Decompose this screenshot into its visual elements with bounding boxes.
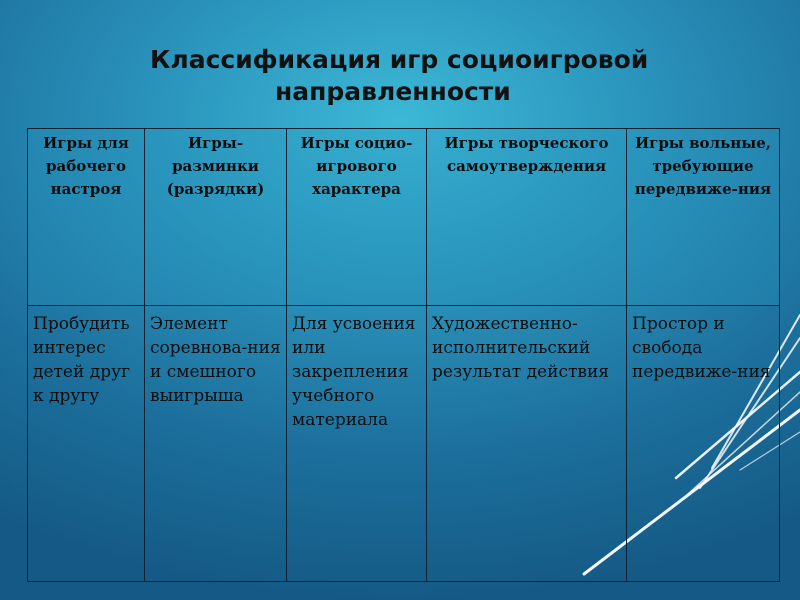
header-cell-socio-game: Игры социо-игрового характера [287, 129, 427, 306]
cell-work-mood: Пробудить интерес детей друг к другу [28, 306, 145, 582]
cell-free-movement: Простор и свобода передвиже-ния [627, 306, 780, 582]
title-line-2: направленности [275, 77, 511, 106]
classification-table [27, 128, 780, 582]
header-cell-creative: Игры творческого самоутверждения [427, 129, 627, 306]
cell-socio-game: Для усвоения или закрепления учебного материала [287, 306, 427, 582]
title-line-1: Классификация игр социоигровой [150, 45, 649, 74]
cell-warmup: Элемент соревнова-ния и смешного выигрыша [145, 306, 287, 582]
cell-creative: Художественно-исполнительский результат действия [427, 306, 627, 582]
table-header-row [28, 129, 780, 306]
header-cell-free-movement: Игры вольные, требующие передвиже-ния [627, 129, 780, 306]
header-cell-warmup: Игры-разминки (разрядки) [145, 129, 287, 306]
table-row [28, 306, 780, 582]
header-cell-work-mood: Игры для рабочего настроя [28, 129, 145, 306]
